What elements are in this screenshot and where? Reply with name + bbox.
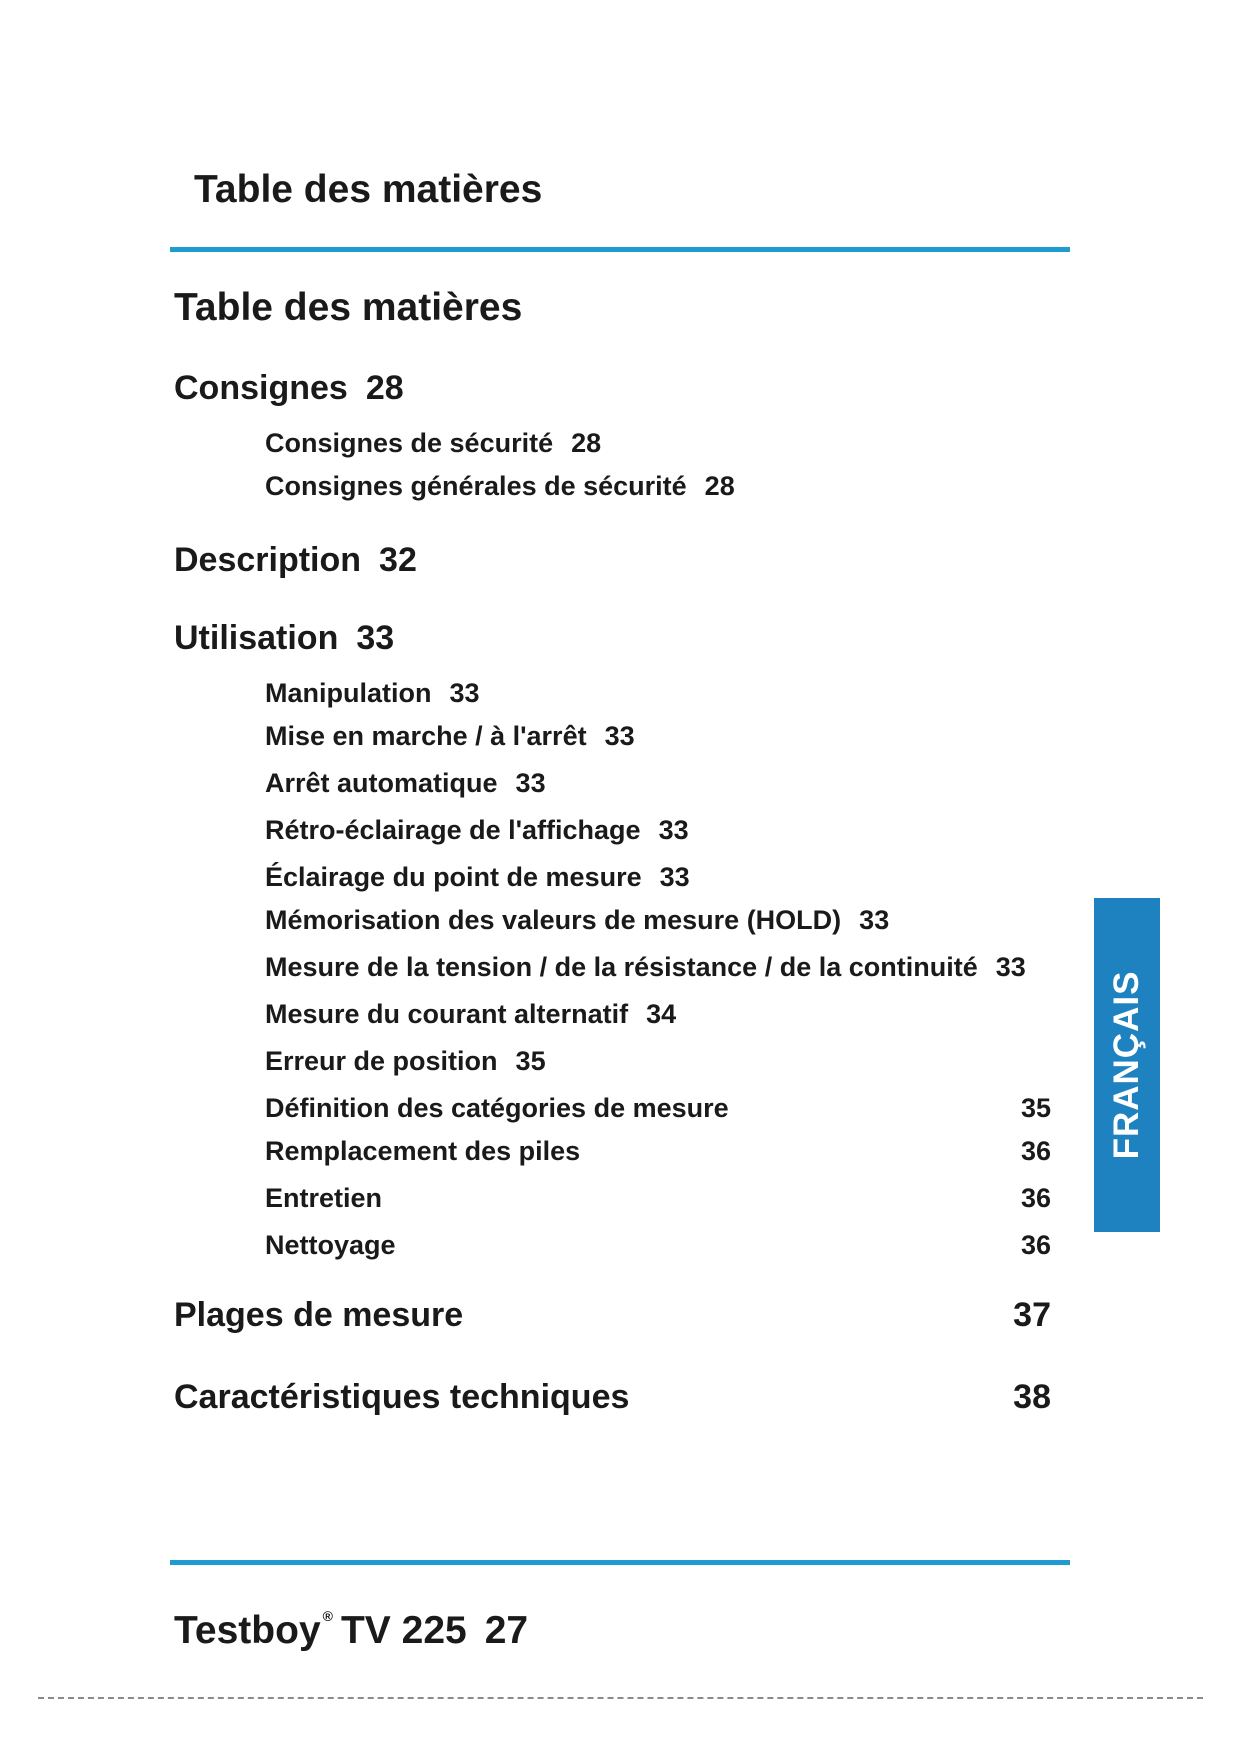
toc-entry-page: 33 xyxy=(449,678,480,708)
toc-entry-label: Rétro-éclairage de l'affichage xyxy=(265,815,641,845)
toc-entry-label: Nettoyage xyxy=(265,1230,396,1260)
toc-entry-memorisation-hold[interactable] xyxy=(265,902,889,938)
toc-entry-label: Erreur de position xyxy=(265,1046,498,1076)
language-side-tab xyxy=(1094,898,1160,1232)
toc-entry-label: Mesure du courant alternatif xyxy=(265,999,629,1029)
footer-divider xyxy=(170,1560,1070,1565)
toc-entry-label: Manipulation xyxy=(265,678,432,708)
toc-entry-label: Utilisation xyxy=(174,619,339,657)
toc-entry-label: Mémorisation des valeurs de mesure (HOLD) xyxy=(265,905,842,935)
toc-entry-page: 38 xyxy=(1013,1378,1051,1416)
toc-entry-page: 28 xyxy=(571,428,602,458)
toc-entry-label: Plages de mesure xyxy=(174,1296,464,1334)
toc-title: Table des matières xyxy=(174,286,523,329)
toc-entry-page: 34 xyxy=(646,999,677,1029)
toc-entry-plages-mesure[interactable] xyxy=(174,1293,463,1337)
toc-entry-page: 33 xyxy=(515,768,546,798)
footer-model: TV 225 xyxy=(340,1609,467,1652)
toc-entry-page: 33 xyxy=(859,905,890,935)
toc-entry-mesure-tension[interactable] xyxy=(265,949,1026,985)
toc-entry-page: 33 xyxy=(604,721,635,751)
footer-brand: Testboy xyxy=(174,1609,321,1652)
toc-entry-caracteristiques[interactable] xyxy=(174,1375,629,1419)
toc-entry-page: 35 xyxy=(1020,1093,1051,1123)
toc-entry-label: Caractéristiques techniques xyxy=(174,1378,630,1416)
toc-entry-label: Mesure de la tension / de la résistance / de la continuité xyxy=(265,952,978,982)
toc-entry-label: Consignes générales de sécurité xyxy=(265,471,687,501)
toc-entry-page: 33 xyxy=(659,862,690,892)
toc-entry-label: Entretien xyxy=(265,1183,383,1213)
toc-entry-courant-alternatif[interactable] xyxy=(265,996,676,1032)
toc-entry-description[interactable] xyxy=(174,538,417,582)
toc-entry-page: 32 xyxy=(379,541,417,579)
toc-entry-page: 36 xyxy=(1020,1230,1051,1260)
toc-entry-page: 28 xyxy=(704,471,735,501)
toc-entry-utilisation[interactable] xyxy=(174,616,394,660)
toc-entry-erreur-position[interactable] xyxy=(265,1043,546,1079)
toc-entry-remplacement-piles[interactable] xyxy=(265,1133,580,1169)
toc-entry-label: Description xyxy=(174,541,362,579)
header-divider xyxy=(170,247,1070,252)
toc-entry-consignes[interactable] xyxy=(174,366,404,410)
toc-entry-page: 36 xyxy=(1020,1136,1051,1166)
toc-entry-page: 33 xyxy=(995,952,1026,982)
toc-entry-label: Arrêt automatique xyxy=(265,768,498,798)
toc-entry-nettoyage[interactable] xyxy=(265,1227,396,1263)
toc-entry-eclairage-point[interactable] xyxy=(265,859,690,895)
toc-entry-page: 37 xyxy=(1013,1296,1051,1334)
registered-mark: ® xyxy=(322,1608,333,1624)
scan-edge-line xyxy=(38,1697,1203,1699)
language-tab-label: FRANÇAIS xyxy=(1107,970,1146,1160)
toc-entry-label: Mise en marche / à l'arrêt xyxy=(265,721,587,751)
toc-entry-page: 33 xyxy=(356,619,395,657)
toc-entry-page: 33 xyxy=(658,815,689,845)
footer-page-number: 27 xyxy=(484,1609,529,1652)
toc-entry-label: Définition des catégories de mesure xyxy=(265,1093,729,1123)
toc-entry-categories-mesure[interactable] xyxy=(265,1090,729,1126)
toc-entry-retro-eclairage[interactable] xyxy=(265,812,689,848)
footer xyxy=(174,1592,528,1655)
toc-entry-consignes-securite[interactable] xyxy=(265,425,601,461)
toc-entry-page: 28 xyxy=(365,369,404,407)
page-header-title: Table des matières xyxy=(194,168,543,211)
toc-entry-consignes-generales[interactable] xyxy=(265,468,735,504)
toc-entry-entretien[interactable] xyxy=(265,1180,382,1216)
toc-entry-mise-en-marche[interactable] xyxy=(265,718,635,754)
toc-entry-label: Éclairage du point de mesure xyxy=(265,862,642,892)
toc-entry-arret-automatique[interactable] xyxy=(265,765,546,801)
toc-entry-page: 35 xyxy=(515,1046,546,1076)
toc-entry-label: Consignes de sécurité xyxy=(265,428,554,458)
toc-entry-label: Remplacement des piles xyxy=(265,1136,581,1166)
toc-entry-page: 36 xyxy=(1020,1183,1051,1213)
toc-entry-label: Consignes xyxy=(174,369,348,407)
toc-entry-manipulation[interactable] xyxy=(265,675,480,711)
